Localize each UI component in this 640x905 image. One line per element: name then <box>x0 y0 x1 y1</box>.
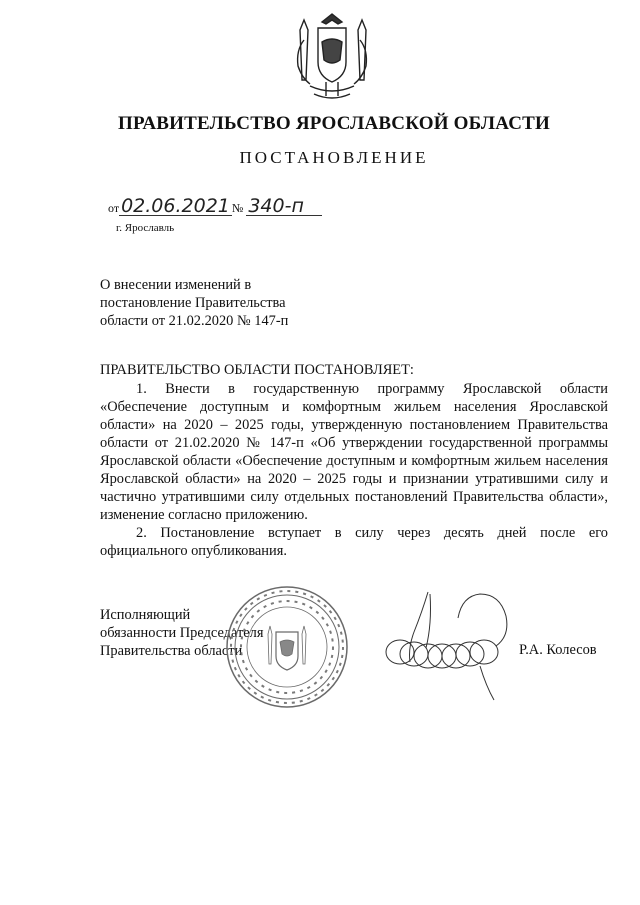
signatory-line: Правительства области <box>100 643 243 659</box>
handwritten-signature-icon <box>370 586 520 716</box>
handwritten-number: 340-п <box>246 197 322 216</box>
handwritten-date: 02.06.2021 <box>121 195 230 217</box>
number-prefix: № <box>231 201 244 215</box>
government-title: ПРАВИТЕЛЬСТВО ЯРОСЛАВСКОЙ ОБЛАСТИ <box>118 113 550 134</box>
resolution-body <box>100 380 608 560</box>
document-type: ПОСТАНОВЛЕНИЕ <box>239 148 429 167</box>
subject-line: области от 21.02.2020 № 147-п <box>100 313 289 329</box>
resolution-item-2: 2. Постановление вступает в силу через десять дней после его официального опубликования. <box>100 525 608 559</box>
date-prefix: от <box>108 201 120 215</box>
resolution-item-1: 1. Внести в государственную программу Ярославской области «Обеспечение доступным и комфортным жильем населения Ярославской области» на 2020 – 2025 годы, утвержденную постановлением Правительства области от 21.02.2020 № 147-п «Об утверждении государственной программы Ярославской области «Обеспечение доступным и комфортным жильем населения Ярославской области» на 2020 – 2025 годы и признании утратившими силу и частично утратившими силу отдельных постановлений Правительства области», изменение согласно приложению. <box>100 381 608 523</box>
city: г. Ярославль <box>116 222 175 234</box>
signatory-name: Р.А. Колесов <box>519 642 597 658</box>
signatory-line: Исполняющий <box>100 607 191 623</box>
resolution-heading: ПРАВИТЕЛЬСТВО ОБЛАСТИ ПОСТАНОВЛЯЕТ: <box>100 362 414 378</box>
subject-line: постановление Правительства <box>100 295 286 311</box>
signatory-line: обязанности Председателя <box>100 625 264 641</box>
yaroslavl-coat-of-arms-icon <box>286 10 378 106</box>
subject-block <box>100 276 360 330</box>
date-number-line <box>108 197 322 216</box>
official-seal-icon <box>224 584 350 710</box>
subject-line: О внесении изменений в <box>100 277 252 293</box>
